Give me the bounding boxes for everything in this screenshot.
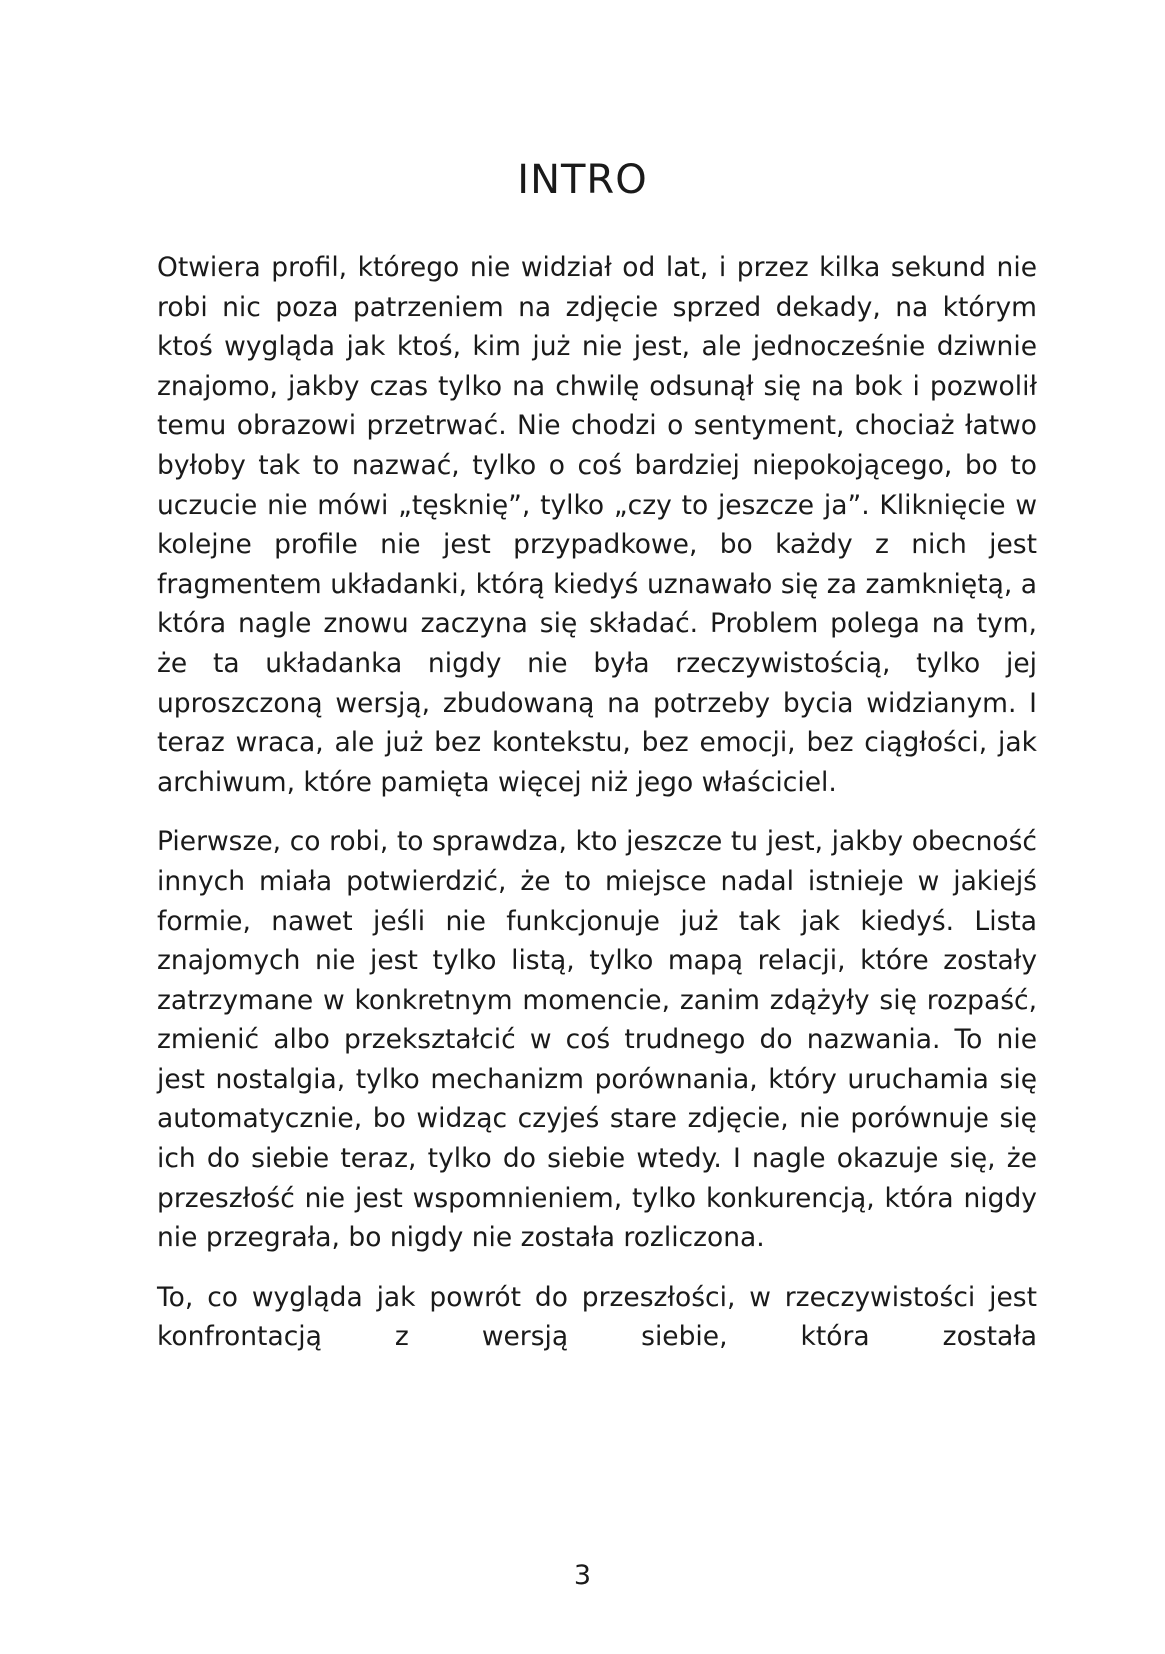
paragraph-1: Otwiera profil, którego nie widział od lat, i przez kilka sekund nie robi nic poza patrzeniem na zdjęcie sprzed dekady, na którym ktoś wygląda jak ktoś, kim już nie jest, ale jednocześnie dziwnie znajomo, jakby czas tylko na chwilę odsunął się na bok i pozwolił temu obrazowi przetrwać. Nie chodzi o sentyment, chociaż łatwo byłoby tak to nazwać, tylko o coś bardziej niepokojącego, bo to uczucie nie mówi „tęsknię”, tylko „czy to jeszcze ja”. Kliknięcie w kolejne profile nie jest przypadkowe, bo każdy z nich jest fragmentem układanki, którą kiedyś uznawało się za zamkniętą, a która nagle znowu zaczyna się składać. Problem polega na tym, że ta układanka nigdy nie była rzeczywistością, tylko jej uproszczoną wersją, zbudowaną na potrzeby bycia widzianym. I teraz wraca, ale już bez kontekstu, bez emocji, bez ciągłości, jak archiwum, które pamięta więcej niż jego właściciel.: [157, 252, 1037, 798]
page-number: 3: [573, 1560, 592, 1591]
paragraph-3: To, co wygląda jak powrót do przeszłości, w rzeczywistości jest konfrontacją z wersją siebie, która została: [157, 1281, 1037, 1353]
chapter-title: INTRO: [517, 157, 648, 203]
body-text: [157, 248, 1037, 1377]
paragraph-2: Pierwsze, co robi, to sprawdza, kto jeszcze tu jest, jakby obecność innych miała potwierdzić, że to miejsce nadal istnieje w jakiejś formie, nawet jeśli nie funkcjonuje już tak jak kiedyś. Lista znajomych nie jest tylko listą, tylko mapą relacji, które zostały zatrzymane w konkretnym momencie, zanim zdążyły się rozpaść, zmienić albo przekształcić w coś trudnego do nazwania. To nie jest nostalgia, tylko mechanizm porównania, który uruchamia się automatycznie, bo widząc czyjeś stare zdjęcie, nie porównuje się ich do siebie teraz, tylko do siebie wtedy. I nagle okazuje się, że przeszłość nie jest wspomnieniem, tylko konkurencją, która nigdy nie przegrała, bo nigdy nie została rozliczona.: [157, 826, 1037, 1254]
